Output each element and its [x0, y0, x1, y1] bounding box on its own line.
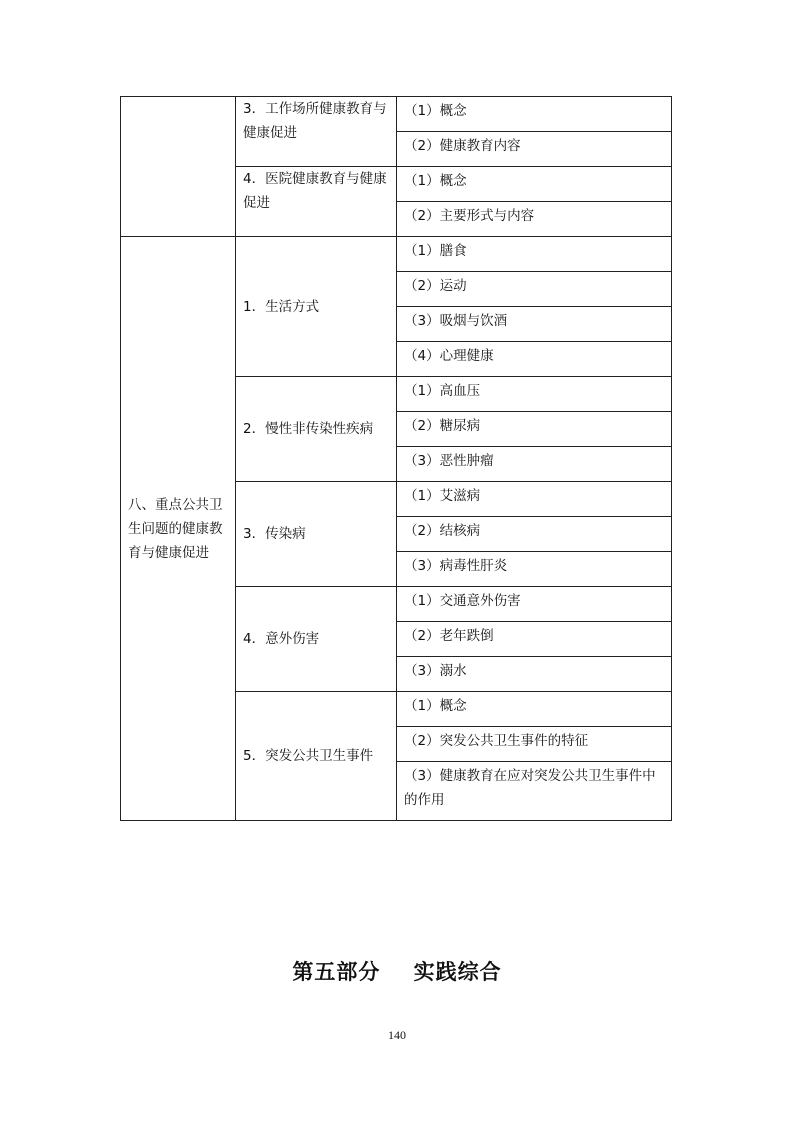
item-cell: （2）突发公共卫生事件的特征	[397, 727, 672, 762]
item-cell: （3）吸烟与饮酒	[397, 307, 672, 342]
item-cell: （1）艾滋病	[397, 482, 672, 517]
topic-cell: 3．传染病	[236, 482, 397, 587]
topic-cell: 4．意外伤害	[236, 587, 397, 692]
item-cell: （2）结核病	[397, 517, 672, 552]
item-cell: （1）交通意外伤害	[397, 587, 672, 622]
item-cell: （2）健康教育内容	[397, 132, 672, 167]
item-cell: （1）膳食	[397, 237, 672, 272]
item-cell: （1）概念	[397, 692, 672, 727]
item-cell: （1）概念	[397, 97, 672, 132]
topic-cell: 2．慢性非传染性疾病	[236, 377, 397, 482]
table-row	[121, 237, 672, 272]
item-cell: （2）主要形式与内容	[397, 202, 672, 237]
topic-cell: 1．生活方式	[236, 237, 397, 377]
item-cell: （2）糖尿病	[397, 412, 672, 447]
part-title: 第五部分 实践综合	[292, 959, 502, 984]
syllabus-table	[120, 96, 672, 821]
page-number: 140	[388, 1028, 406, 1042]
item-cell: （4）心理健康	[397, 342, 672, 377]
item-cell: （3）恶性肿瘤	[397, 447, 672, 482]
table-row	[121, 97, 672, 132]
item-cell: （1）概念	[397, 167, 672, 202]
topic-cell: 4．医院健康教育与健康促进	[236, 167, 397, 237]
section-cell: 八、重点公共卫生问题的健康教育与健康促进	[121, 237, 236, 821]
item-cell: （3）病毒性肝炎	[397, 552, 672, 587]
item-cell: （3）溺水	[397, 657, 672, 692]
item-cell: （3）健康教育在应对突发公共卫生事件中的作用	[397, 762, 672, 821]
section-cell	[121, 97, 236, 237]
topic-cell: 3．工作场所健康教育与健康促进	[236, 97, 397, 167]
item-cell: （2）运动	[397, 272, 672, 307]
topic-cell: 5．突发公共卫生事件	[236, 692, 397, 821]
item-cell: （1）高血压	[397, 377, 672, 412]
item-cell: （2）老年跌倒	[397, 622, 672, 657]
